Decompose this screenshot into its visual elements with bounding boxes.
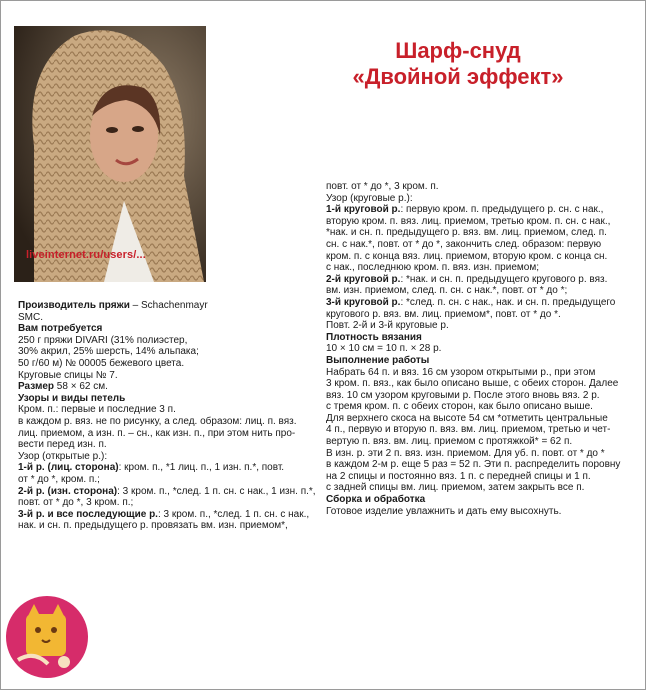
text-body: Узор (круговые р.):: [326, 192, 413, 204]
text-line: [326, 181, 630, 193]
text-line: [326, 378, 630, 390]
text-line: [326, 424, 630, 436]
text-line: [326, 193, 630, 205]
text-body: кром. п. с конца вяз. лиц. приемом, вторую кром. с конца сн.: [326, 250, 608, 262]
text-body: повт. от * до *, 3 кром. п.: [326, 181, 439, 192]
text-body: 10 × 10 см = 10 п. × 28 р.: [326, 343, 442, 355]
text-line: [18, 300, 318, 312]
text-line: [18, 416, 318, 428]
text-heading: 3-й р. и все последующие р.: [18, 508, 158, 520]
text-heading: 1-й круговой р.: [326, 204, 401, 216]
text-body: : *нак. и сн. п. предыдущего кругового р. вяз.: [400, 273, 608, 285]
text-line: [18, 428, 318, 440]
text-line: [326, 204, 630, 216]
text-line: [326, 297, 630, 309]
text-body: : 3 кром. п., *след. 1 п. сн. с нак., 1 изн. п.*,: [117, 485, 316, 497]
text-line: [326, 413, 630, 425]
text-line: [326, 482, 630, 494]
text-body: В изн. р. эти 2 п. вяз. изн. приемом. Для уб. п. повт. от * до *: [326, 447, 605, 459]
text-body: Готовое изделие увлажнить и дать ему высохнуть.: [326, 505, 562, 517]
text-body: повт. от * до *, 3 кром. п.;: [18, 497, 134, 509]
text-line: [18, 370, 318, 382]
instructions-right-column: [326, 181, 630, 517]
text-heading: Сборка и обработка: [326, 494, 426, 506]
text-body: 3 кром. п. вяз., как было описано выше, с обеих сторон. Далее: [326, 378, 619, 390]
text-line: [326, 494, 630, 506]
text-heading: Производитель пряжи: [18, 300, 130, 311]
text-heading: 2-й круговой р.: [326, 273, 401, 285]
page-title: [298, 38, 618, 90]
text-line: [326, 309, 630, 321]
text-line: [326, 448, 630, 460]
text-line: [18, 439, 318, 451]
text-line: [326, 343, 630, 355]
text-body: с нак., последнюю кром. п. вяз. изн. приемом;: [326, 262, 539, 274]
text-heading: Узоры и виды петель: [18, 392, 126, 404]
text-body: вм. изн. приемом, след. п. сн. с нак.*, повт. от * до *;: [326, 285, 568, 297]
text-line: [326, 367, 630, 379]
text-body: в каждом 2-м р. еще 5 раз = 52 п. Эти п. распределить поровну: [326, 459, 621, 471]
text-line: [326, 285, 630, 297]
photo-watermark: liveinternet.ru/users/...: [26, 249, 146, 261]
text-body: Кром. п.: первые и последние 3 п.: [18, 404, 176, 416]
text-body: *нак. и сн. п. предыдущего р. вяз. вм. лиц. приемом, след. п.: [326, 227, 607, 239]
text-line: [326, 262, 630, 274]
text-line: [18, 323, 318, 335]
text-body: с задней спицы вм. лиц. приемом, затем закрыть все п.: [326, 482, 585, 494]
text-body: Узор (открытые р.):: [18, 450, 108, 462]
text-line: [326, 390, 630, 402]
text-body: 50 г/60 м) № 00005 бежевого цвета.: [18, 357, 185, 369]
text-line: [326, 506, 630, 518]
text-body: лиц. приемом, а изн. п. – сн., как изн. п., при этом нить про-: [18, 427, 296, 439]
text-body: : 3 кром. п., *след. 1 п. сн. с нак.,: [157, 508, 310, 520]
text-heading: 2-й р. (изн. сторона): [18, 485, 118, 497]
text-line: [18, 312, 318, 324]
text-body: вести перед изн. п.: [18, 439, 107, 451]
title-line-2: «Двойной эффект»: [352, 64, 564, 89]
text-line: [18, 486, 318, 498]
text-line: [326, 471, 630, 483]
text-heading: 3-й круговой р.: [326, 296, 401, 308]
text-line: [18, 393, 318, 405]
text-body: SMC.: [18, 311, 43, 323]
text-line: [326, 436, 630, 448]
text-body: вторую кром. п. вяз. лиц. приемом, третью кром. п. сн. с нак.,: [326, 215, 611, 227]
text-body: сн. с нак.*, повт. от * до *, закончить след. образом: первую: [326, 238, 602, 250]
text-body: вяз. 10 см узором круговыми р. После этого вновь вяз. 2 р.: [326, 389, 600, 401]
text-body: Повт. 2-й и 3-й круговые р.: [326, 320, 449, 332]
text-body: в каждом р. вяз. не по рисунку, а след. образом: лиц. п. вяз.: [18, 415, 297, 427]
text-body: – Schachenmayr: [129, 300, 208, 311]
model-photo: [14, 26, 206, 282]
text-body: от * до *, кром. п.;: [18, 473, 100, 485]
text-body: кругового р. вяз. вм. лиц. приемом*, повт. от * до *.: [326, 308, 561, 320]
text-line: [18, 462, 318, 474]
text-body: 250 г пряжи DIVARI (31% полиэстер,: [18, 334, 188, 346]
text-line: [18, 509, 318, 521]
text-body: 58 × 62 см.: [54, 381, 108, 393]
title-line-1: Шарф-снуд: [395, 38, 521, 63]
text-line: [326, 401, 630, 413]
text-line: [326, 227, 630, 239]
text-body: : первую кром. п. предыдущего р. сн. с нак.,: [400, 204, 604, 216]
text-body: Круговые спицы № 7.: [18, 369, 118, 381]
text-line: [18, 520, 318, 532]
text-body: : *след. п. сн. с нак., нак. и сн. п. предыдущего: [400, 296, 616, 308]
text-heading: Вам потребуется: [18, 323, 103, 335]
text-line: [18, 335, 318, 347]
text-line: [326, 251, 630, 263]
text-line: [18, 497, 318, 509]
text-body: вертую п. вяз. вм. лиц. приемом с протяжкой* = 62 п.: [326, 436, 573, 448]
text-body: : кром. п., *1 лиц. п., 1 изн. п.*, повт.: [118, 462, 285, 474]
text-line: [18, 346, 318, 358]
text-heading: Размер: [18, 381, 55, 393]
instructions-left-column: [18, 300, 318, 532]
text-line: [18, 381, 318, 393]
text-body: 30% акрил, 25% шерсть, 14% альпака;: [18, 346, 199, 358]
text-line: [326, 239, 630, 251]
text-body: нак. и сн. п. предыдущего р. провязать вм. изн. приемом*,: [18, 520, 288, 532]
text-line: [326, 320, 630, 332]
text-body: Для верхнего скоса на высоте 54 см *отметить центральные: [326, 412, 608, 424]
text-line: [18, 474, 318, 486]
text-line: [18, 451, 318, 463]
text-heading: Выполнение работы: [326, 354, 430, 366]
text-body: Набрать 64 п. и вяз. 16 см узором открытыми р., при этом: [326, 366, 596, 378]
text-line: [326, 216, 630, 228]
text-line: [18, 404, 318, 416]
text-line: [326, 332, 630, 344]
model-photo-illustration: [14, 26, 206, 282]
yarn-cat-logo-icon: [4, 594, 90, 680]
text-line: [326, 274, 630, 286]
text-line: [326, 355, 630, 367]
text-body: на 2 спицы и постоянно вяз. 1 п. с передней спицы и 1 п.: [326, 470, 591, 482]
text-body: 4 п., первую и вторую п. вяз. вм. лиц. приемом, третью и чет-: [326, 424, 611, 436]
text-line: [326, 459, 630, 471]
text-body: с тремя кром. п. с обеих сторон, как было описано выше.: [326, 401, 593, 413]
text-line: [18, 358, 318, 370]
text-heading: 1-й р. (лиц. сторона): [18, 462, 119, 474]
text-heading: Плотность вязания: [326, 331, 422, 343]
